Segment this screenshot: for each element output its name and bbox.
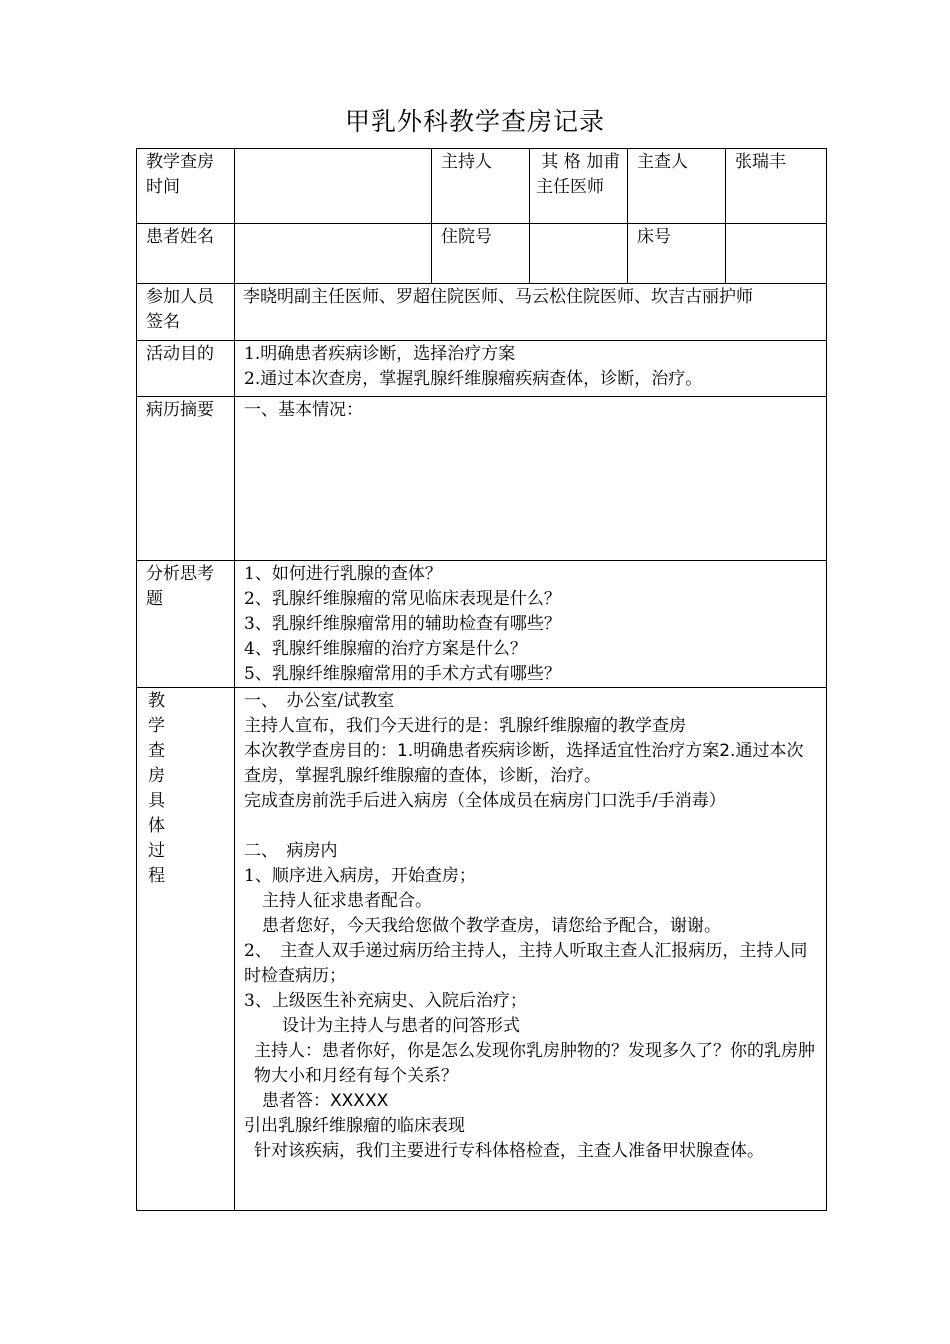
question-1: 1、如何进行乳腺的查体？ (244, 564, 442, 584)
process-step-3c-b: XXXXX (330, 1091, 389, 1111)
row-process (137, 688, 827, 1211)
checker-label: 主查人 (628, 149, 726, 224)
checker-value: 张瑞丰 (726, 149, 827, 224)
process-step-3b: 主持人：患者你好，你是怎么发现你乳房肿物的？发现多久了？你的乳房肿物大小和月经有每个关系？ (254, 1041, 815, 1086)
process-goal-d: 2. (719, 741, 736, 761)
page-title: 甲乳外科教学查房记录 (344, 107, 605, 136)
question-2: 2、乳腺纤维腺瘤的常见临床表现是什么？ (244, 589, 561, 609)
purpose-line-2: 2.通过本次查房，掌握乳腺纤维腺瘤疾病查体，诊断，治疗。 (244, 369, 703, 389)
process-label-char: 程 (148, 866, 165, 886)
process-label (137, 688, 235, 1211)
process-step-3: 3、上级医生补充病史、入院后治疗； (244, 991, 527, 1011)
questions-content (235, 561, 827, 688)
summary-content (235, 397, 827, 561)
process-step-1b: 患者您好，今天我给您做个教学查房，请您给予配合，谢谢。 (262, 916, 721, 936)
process-label-char: 过 (148, 841, 165, 861)
process-step-3a: 设计为主持人与患者的问答形式 (282, 1016, 520, 1036)
summary-label: 病历摘要 (137, 397, 235, 561)
process-goal-e: 通过本次查房，掌握乳腺纤维腺瘤的查体，诊断，治疗。 (244, 741, 804, 786)
process-step-1: 1、顺序进入病房，开始查房； (244, 866, 476, 886)
row-patient (137, 224, 827, 284)
time-value (235, 149, 432, 224)
participants-label: 参加人员签名 (137, 284, 235, 341)
process-label-char: 查 (148, 741, 165, 761)
process-wash: 完成查房前洗手后进入病房（全体成员在病房门口洗手/手消毒） (244, 791, 726, 811)
process-label-char: 房 (148, 766, 165, 786)
process-goal (244, 739, 820, 789)
bed-number-value (726, 224, 827, 284)
row-time (137, 149, 827, 224)
purpose-label: 活动目的 (137, 341, 235, 397)
purpose-content (235, 341, 827, 397)
participants-value: 李晓明副主任医师、罗超住院医师、马云松住院医师、坎吉古丽护师 (235, 284, 827, 341)
process-goal-c: 明确患者疾病诊断，选择适宜性治疗方案 (413, 741, 720, 761)
purpose-line-1: 1.明确患者疾病诊断，选择治疗方案 (244, 344, 516, 364)
bed-number-label: 床号 (628, 224, 726, 284)
process-exam: 针对该疾病，我们主要进行专科体格检查，主查人准备甲状腺查体。 (254, 1141, 764, 1161)
process-label-char: 学 (148, 716, 165, 736)
process-step-1a: 主持人征求患者配合。 (262, 891, 432, 911)
process-goal-b: 1. (397, 741, 414, 761)
admission-number-label: 住院号 (432, 224, 530, 284)
process-section-ward: 二、 病房内 (244, 841, 338, 861)
row-questions (137, 561, 827, 688)
question-5: 5、乳腺纤维腺瘤常用的手术方式有哪些？ (244, 664, 561, 684)
admission-number-value (530, 224, 628, 284)
row-participants (137, 284, 827, 341)
process-announce: 主持人宣布，我们今天进行的是：乳腺纤维腺瘤的教学查房 (244, 716, 686, 736)
question-4: 4、乳腺纤维腺瘤的治疗方案是什么？ (244, 639, 527, 659)
questions-label: 分析思考题 (137, 561, 235, 688)
process-goal-a: 本次教学查房目的： (244, 741, 397, 761)
process-lead: 引出乳腺纤维腺瘤的临床表现 (244, 1116, 465, 1136)
process-label-char: 体 (148, 816, 165, 836)
row-purpose (137, 341, 827, 397)
process-label-char: 教 (148, 691, 165, 711)
process-section-office: 一、 办公室/试教室 (244, 691, 395, 711)
record-table (136, 148, 827, 1211)
summary-line-1: 一、基本情况： (244, 400, 363, 420)
process-content (235, 688, 827, 1211)
host-value: 其 格 加甫主任医师 (530, 149, 628, 224)
process-step-3c (244, 1089, 820, 1114)
patient-name-value (235, 224, 432, 284)
host-label: 主持人 (432, 149, 530, 224)
time-label: 教学查房时间 (137, 149, 235, 224)
process-step-2: 2、 主查人双手递过病历给主持人，主持人听取主查人汇报病历，主持人同时检查病历； (244, 941, 808, 986)
process-gap (244, 814, 820, 839)
patient-name-label: 患者姓名 (137, 224, 235, 284)
row-summary (137, 397, 827, 561)
question-3: 3、乳腺纤维腺瘤常用的辅助检查有哪些？ (244, 614, 561, 634)
process-step-3c-a: 患者答： (262, 1091, 330, 1111)
process-label-char: 具 (148, 791, 165, 811)
